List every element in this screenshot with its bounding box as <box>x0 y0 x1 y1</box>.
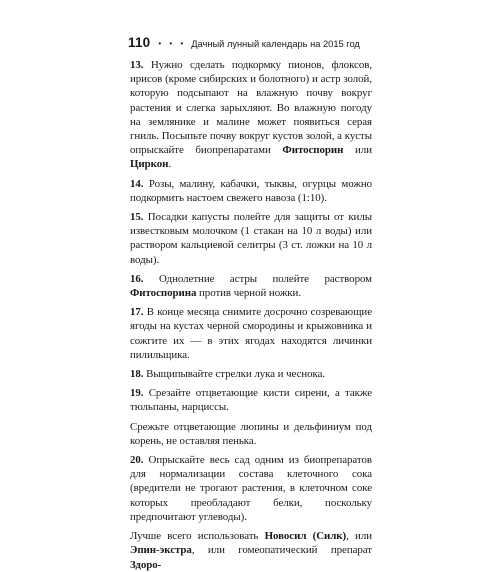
text-run: против черной ножки. <box>196 287 301 300</box>
text-run: Лучше всего использовать <box>130 530 265 543</box>
paragraph <box>130 386 372 414</box>
paragraph <box>130 305 372 362</box>
text-run: Выщипывайте стрелки лука и чеснока. <box>143 368 326 381</box>
text-run: Срежьте отцветающие люпины и дельфиниум под корень, не оставляя пенька. <box>130 420 372 447</box>
text-run: Розы, малину, кабачки, тыквы, огурцы можно подкормить настоем свежего навоза (1:10). <box>130 177 372 204</box>
running-title: Дачный лунный календарь на 2015 год <box>191 39 360 49</box>
paragraph <box>130 367 372 381</box>
text-run: Срезайте отцветающие кисти сирени, а также тюльпаны, нарциссы. <box>130 387 372 414</box>
bold-text-run: 18. <box>130 368 144 381</box>
text-run: В конце месяца снимите досрочно созревающие ягоды на кустах черной смородины и крыжовника и сожгите их — в этих ягодах находятся личинки пилильщика. <box>130 306 372 361</box>
bold-text-run: Новосил (Силк) <box>264 530 347 543</box>
text-run: или <box>343 144 372 157</box>
text-run: , или гомеопатический препарат <box>191 544 372 557</box>
bold-text-run: 13. <box>130 59 144 71</box>
bold-text-run: Циркон <box>130 158 169 171</box>
bold-text-run: 17. <box>130 306 144 319</box>
paragraph <box>130 453 372 524</box>
text-run: Нужно сделать подкормку пионов, флоксов, ирисов (кроме сибирских и болотного) и астр золой, которую подсыпают на влажную почву вокруг растения и слегка зарыхляют. Во влажную погоду на землянике и малине может появиться серая гниль. Посыпьте почву вокруг кустов золой, а кусты опрыскайте биопрепаратами <box>130 59 372 157</box>
page-body-text <box>130 58 372 572</box>
text-run: Однолетние астры полейте раствором <box>143 272 372 285</box>
paragraph <box>130 210 372 267</box>
page-number: 110 <box>128 35 151 50</box>
paragraph <box>130 177 372 205</box>
bold-text-run: Фитоспорина <box>130 287 197 300</box>
page-header <box>128 35 378 51</box>
bold-text-run: 15. <box>130 211 144 224</box>
text-run: . <box>168 158 172 171</box>
bold-text-run: 16. <box>130 272 144 285</box>
paragraph <box>130 272 372 300</box>
bold-text-run: 20. <box>130 454 144 467</box>
paragraph <box>130 529 372 572</box>
text-run: Посадки капусты полейте для защиты от килы известковым молочком (1 стакан на 10 л воды) или раствором кальциевой селитры (3 ст. ложки на 10 л воды). <box>130 211 372 266</box>
paragraph <box>130 420 372 448</box>
bold-text-run: Эпин-экстра <box>130 544 192 557</box>
bold-text-run: 19. <box>130 387 144 400</box>
bold-text-run: 14. <box>130 177 144 190</box>
text-run: Опрыскайте весь сад одним из биопрепаратов для нормализации состава клеточного сока (вредители не трогают растения, в клеточном соке которых преобладают белки, поскольку предпочитают углеводы). <box>130 454 372 523</box>
paragraph <box>130 58 372 172</box>
header-bullets: • • • <box>158 39 187 48</box>
bold-text-run: Фитоспорин <box>282 144 344 157</box>
bold-text-run: Здоро- <box>130 558 162 571</box>
text-run: , или <box>346 530 372 543</box>
